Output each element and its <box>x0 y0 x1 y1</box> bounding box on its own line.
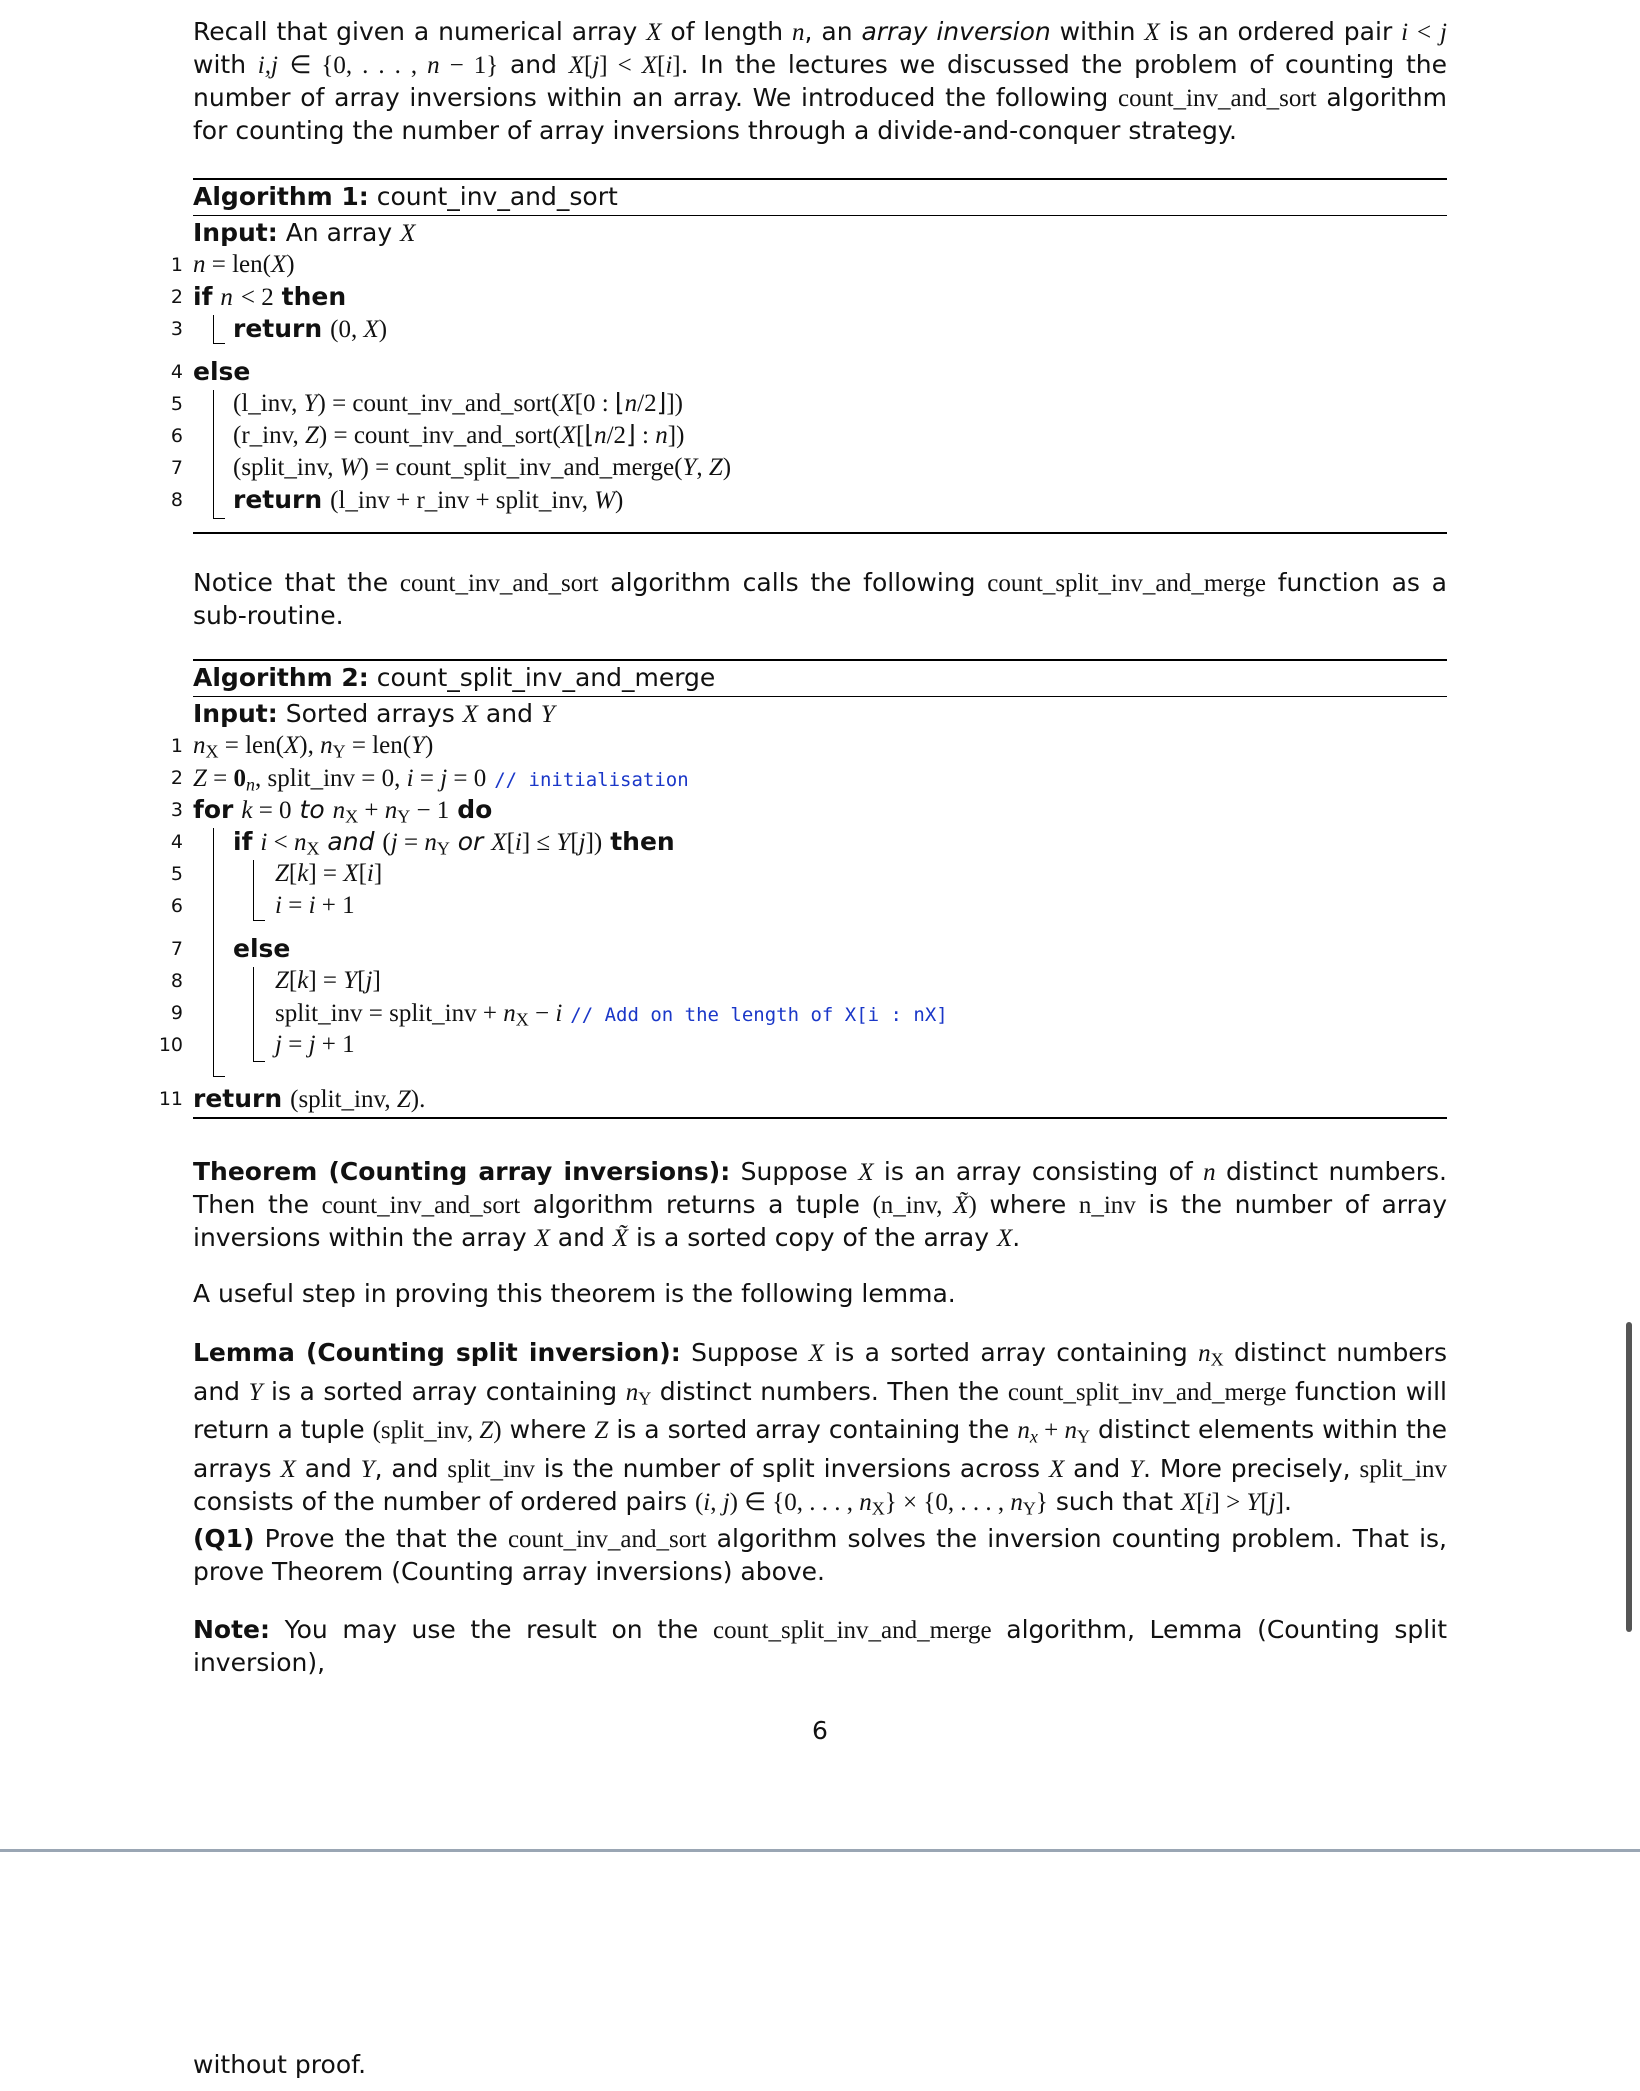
line-number: 4 <box>170 361 183 383</box>
note-paragraph: Note: You may use the result on the count_split_inv_and_merge algorithm, Lemma (Counting split inversion), <box>193 1615 1447 1677</box>
page-number: 6 <box>812 1716 828 1745</box>
line-number: 6 <box>170 425 183 447</box>
lemma-paragraph: Lemma (Counting split inversion): Suppose X is a sorted array containing $n_X$ distinct numbers and Y is a sorted array containing $n_Y$ distinct numbers. Then the count_split_inv_and_merge function will return a tuple (split_inv, Z) where Z is a sorted array containing the $n_x + n_Y$ distinct elements within the arrays X and Y, and split_inv is the number of split inversions across X and Y. More precisely, split_inv consists of the number of ordered pairs (i, j) ∈ {0, . . . , $n_X\} \times \{0$, . . . , $n_Y$} such that X[i] > Y[j]. <box>193 1338 1448 1518</box>
continued-text: without proof. <box>193 2050 367 2079</box>
scrollbar-thumb[interactable] <box>1626 1322 1632 1632</box>
algorithm-2-box <box>158 659 1447 1122</box>
line-number: 2 <box>170 286 183 308</box>
line-number: 3 <box>170 799 183 821</box>
algo2-line-2: $Z = 0_n$, split_inv = 0, i = j = 0 // initialisation <box>193 765 689 795</box>
line-number: 6 <box>170 895 183 917</box>
line-number: 2 <box>170 767 183 789</box>
algo2-line-4: if $i < n_X$ and ($j = n_Y$ or X[i] ≤ Y[j]) then <box>233 827 675 859</box>
algorithm-1-box <box>170 178 1447 538</box>
line-number: 1 <box>170 735 183 757</box>
algo1-line-7: (split_inv, W) = count_split_inv_and_merge(Y, Z) <box>233 454 732 481</box>
algo2-line-10: j = j + 1 <box>275 1031 355 1058</box>
algo1-line-2: if n < 2 then <box>193 282 347 311</box>
algo1-line-8: return (l_inv + r_inv + split_inv, W) <box>233 485 624 514</box>
line-number: 8 <box>170 489 183 511</box>
line-number: 5 <box>170 393 183 415</box>
algo1-line-5: (l_inv, Y) = count_inv_and_sort(X[0 : ⌊n/2⌋]) <box>233 390 684 417</box>
algo1-line-3: return (0, X) <box>233 314 388 343</box>
line-number: 7 <box>170 457 183 479</box>
theorem-paragraph: Theorem (Counting array inversions): Suppose X is an array consisting of n distinct numbers. Then the count_inv_and_sort algorithm returns a tuple (n_inv, X̃) where n_inv is the number of array inversions within the array X and X̃ is a sorted copy of the array X. <box>193 1157 1448 1252</box>
line-number: 10 <box>158 1034 183 1056</box>
algo2-line-6: i = i + 1 <box>275 892 355 919</box>
algorithm-2-title: Algorithm 2: count_split_inv_and_merge <box>193 663 716 692</box>
useful-step-paragraph: A useful step in proving this theorem is the following lemma. <box>193 1279 956 1308</box>
algo2-line-7: else <box>233 934 291 963</box>
line-number: 11 <box>158 1088 183 1110</box>
question-1-paragraph: (Q1) Prove the that the count_inv_and_sort algorithm solves the inversion counting problem. That is, prove Theorem (Counting array inversions) above. <box>193 1524 1447 1586</box>
algo2-line-3: for k = 0 to $n_X + n_Y - 1$ do <box>193 795 493 827</box>
line-number: 8 <box>170 970 183 992</box>
algorithm-1-title: Algorithm 1: count_inv_and_sort <box>193 182 618 211</box>
intro-paragraph: Recall that given a numerical array X of length n, an array inversion within X is an ordered pair i < j with i,j ∈ {0, . . . , n − 1} and X[j] < X[i]. In the lectures we discussed the problem of counting the number of array inversions within an array. We introduced the following count_inv_and_sort algorithm for counting the number of array inversions through a divide-and-conquer strategy. <box>193 17 1447 145</box>
line-number: 7 <box>170 938 183 960</box>
algo2-line-11: return (split_inv, Z). <box>193 1084 426 1113</box>
notice-paragraph: Notice that the count_inv_and_sort algorithm calls the following count_split_inv_and_merge function as a sub-routine. <box>193 568 1447 630</box>
algo1-line-6: (r_inv, Z) = count_inv_and_sort(X[⌊n/2⌋ : n]) <box>233 422 685 449</box>
line-number: 5 <box>170 863 183 885</box>
algo2-line-5: Z[k] = X[i] <box>275 860 383 887</box>
line-number: 1 <box>170 254 183 276</box>
algo2-line-8: Z[k] = Y[j] <box>275 967 381 994</box>
line-number: 9 <box>170 1002 183 1024</box>
algo2-line-9: split_inv = split_inv + $n_X - i$ // Add on the length of X[i : nX] <box>275 1000 948 1030</box>
algorithm-2-input: Input: Sorted arrays X and Y <box>193 699 555 728</box>
page-separator <box>0 1849 1640 1852</box>
line-number: 4 <box>170 831 183 853</box>
algo1-line-4: else <box>193 357 251 386</box>
algo2-line-1: $n_X = len(X)$, $n_Y = len(Y)$ <box>193 732 434 762</box>
algorithm-1-input: Input: An array X <box>193 218 416 247</box>
line-number: 3 <box>170 318 183 340</box>
algo1-line-1: n = len(X) <box>193 251 295 278</box>
